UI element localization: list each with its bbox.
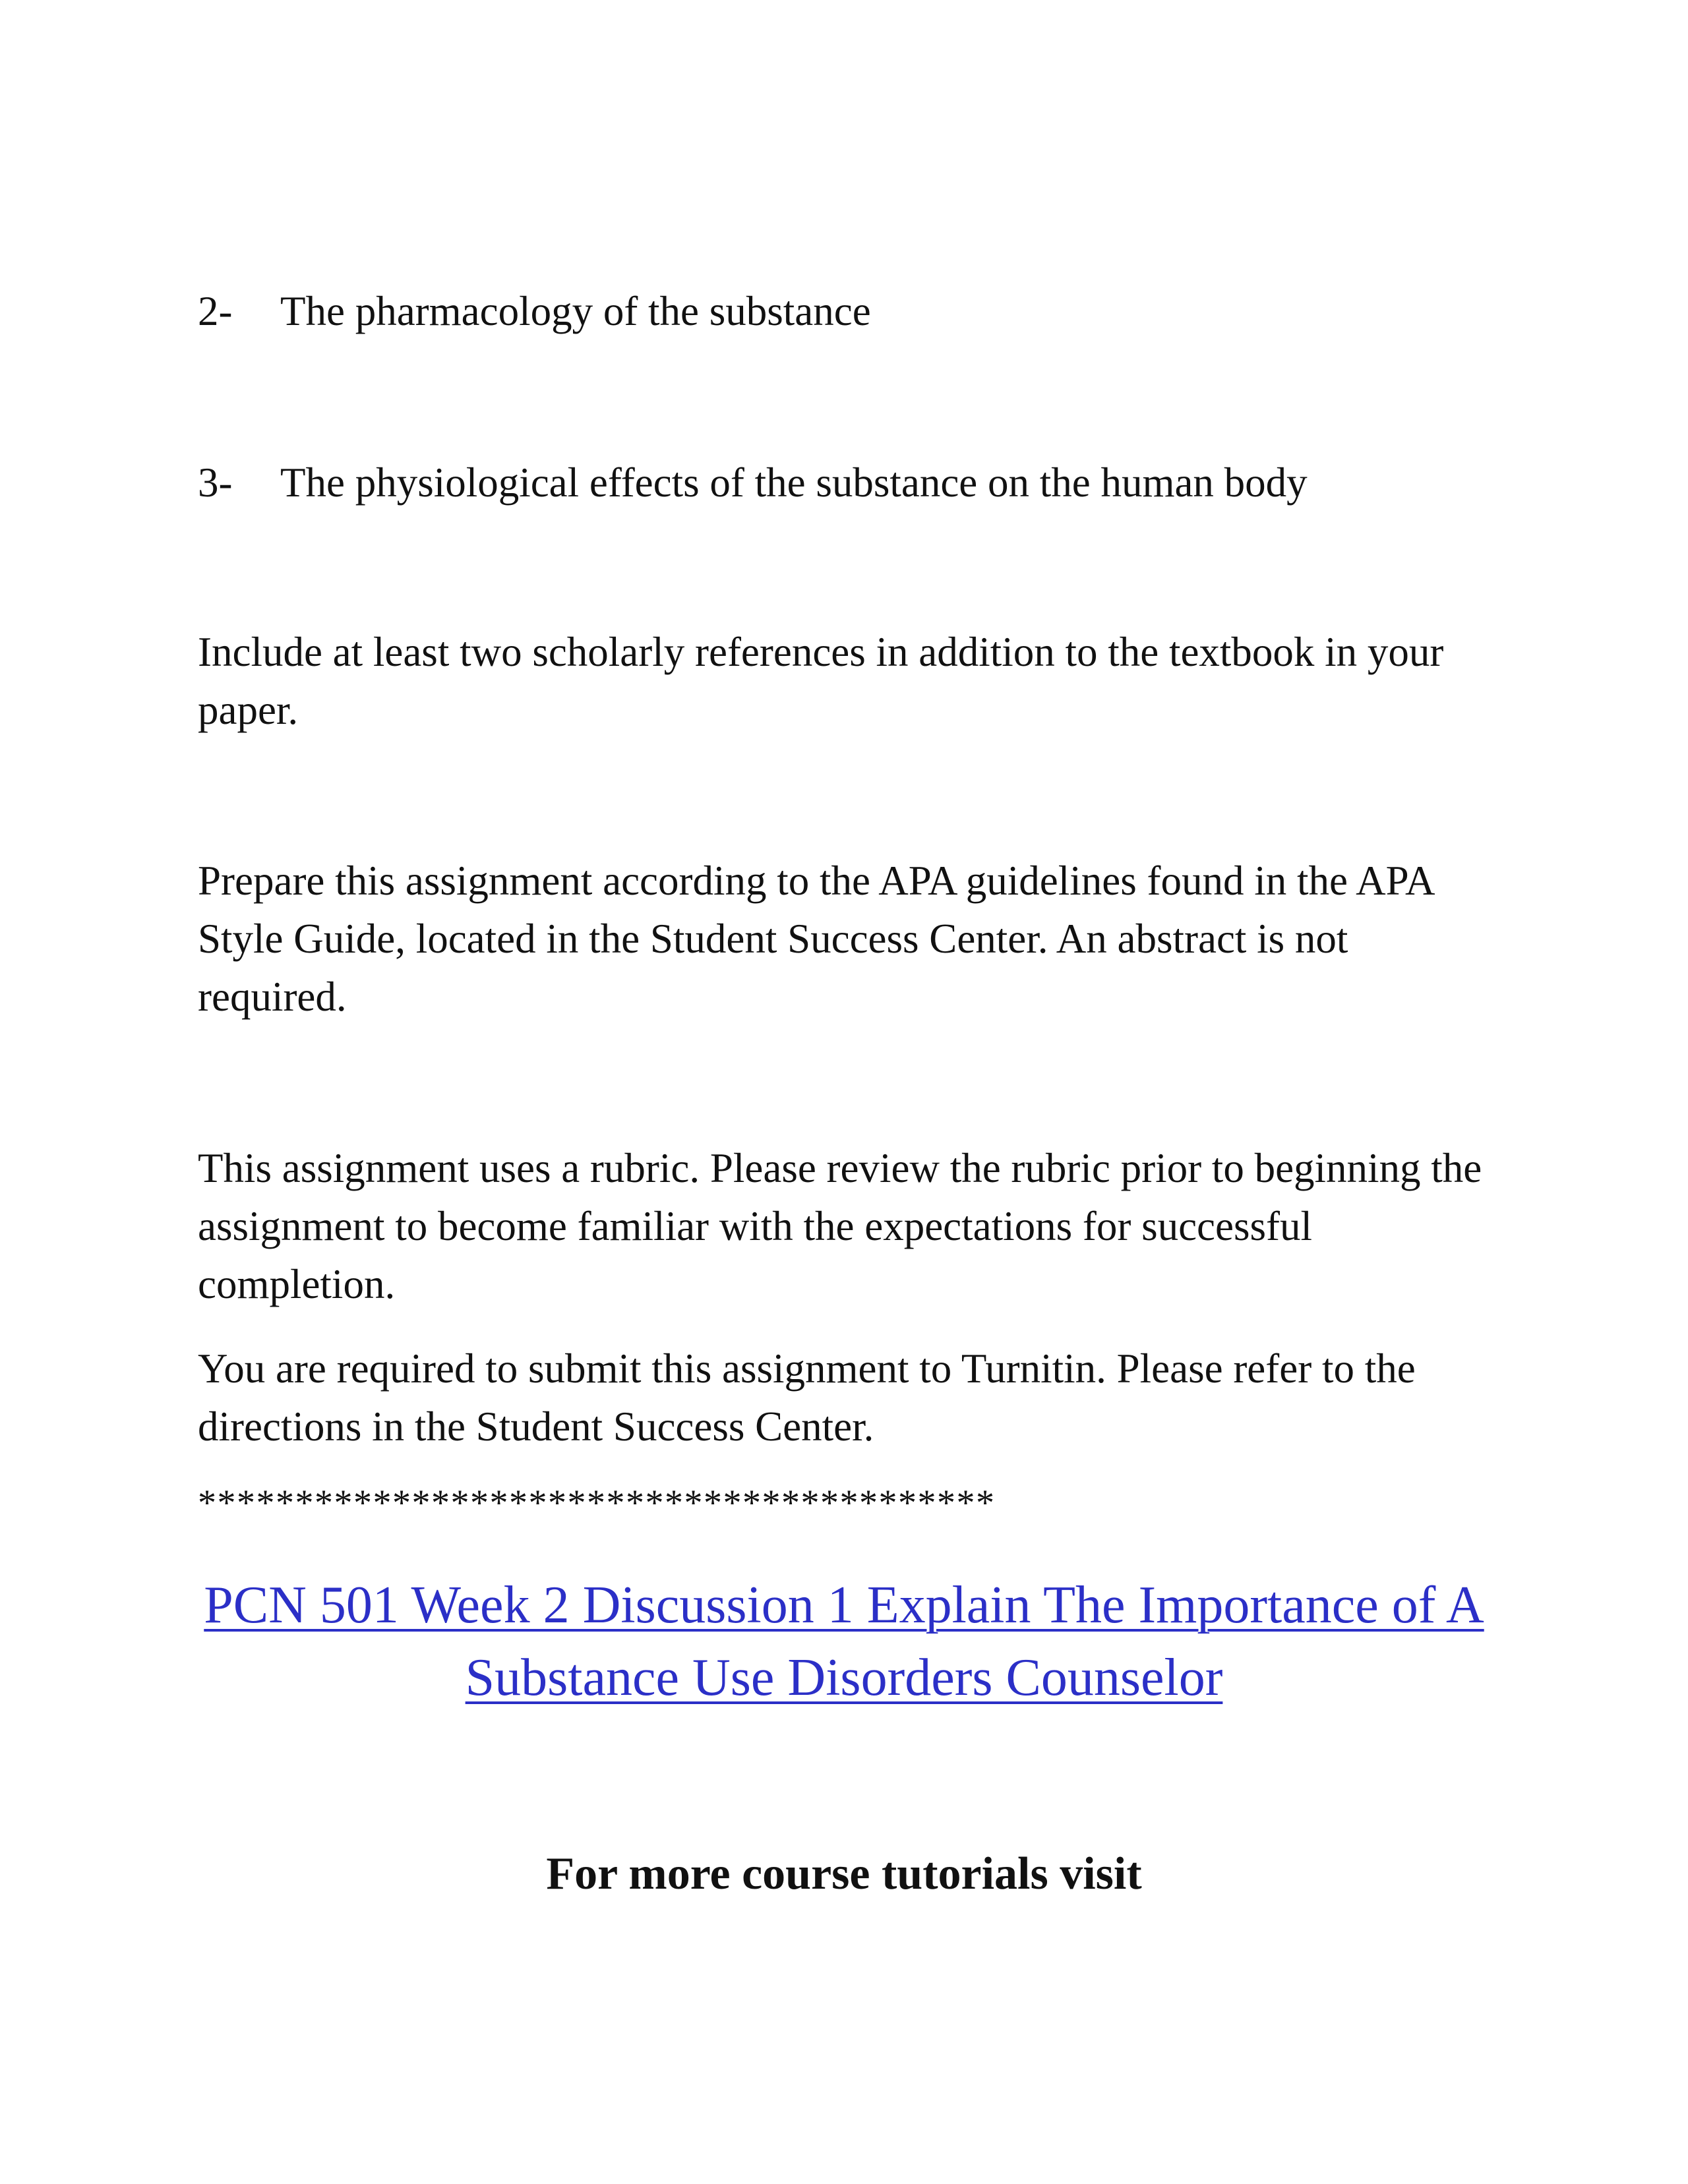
list-item-3 [198, 454, 1490, 512]
paragraph-turnitin: You are required to submit this assignment to Turnitin. Please refer to the directions in the Student Success Center. [198, 1345, 1416, 1450]
list-text: The pharmacology of the substance [280, 288, 871, 334]
footer-text: For more course tutorials visit [546, 1848, 1142, 1899]
course-link[interactable]: PCN 501 Week 2 Discussion 1 Explain The Importance of A Substance Use Disorders Counselor [204, 1576, 1484, 1707]
list-text: The physiological effects of the substance on the human body [280, 459, 1308, 506]
separator: ***************************************** [198, 1483, 996, 1523]
list-item-2 [198, 282, 1490, 340]
list-number: 3- [198, 459, 233, 506]
paragraph-apa: Prepare this assignment according to the APA guidelines found in the APA Style Guide, located in the Student Success Center. An abstract is not required. [198, 858, 1433, 1020]
paragraph-rubric: This assignment uses a rubric. Please review the rubric prior to beginning the assignment to become familiar with the expectations for successful completion. [198, 1145, 1482, 1307]
course-link-block [132, 1569, 1556, 1714]
list-number: 2- [198, 288, 233, 334]
paragraph-references: Include at least two scholarly references in addition to the textbook in your paper. [198, 629, 1444, 733]
